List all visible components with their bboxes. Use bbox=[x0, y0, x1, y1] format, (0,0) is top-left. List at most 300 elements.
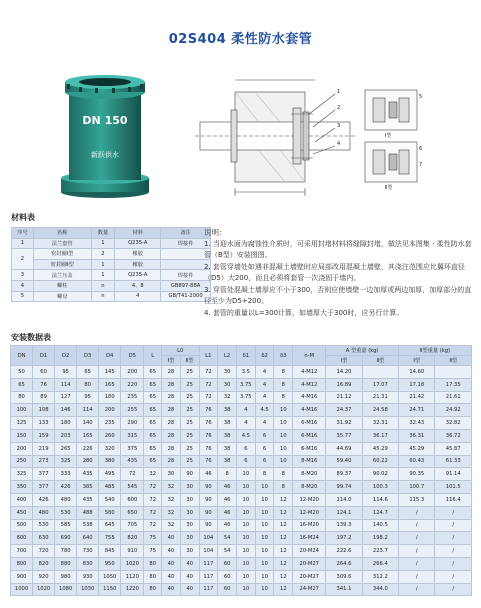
install-cell: 203 bbox=[55, 429, 77, 442]
install-cell: 65 bbox=[77, 366, 99, 379]
install-cell: 140.5 bbox=[362, 519, 398, 532]
install-cell: 6-M16 bbox=[293, 442, 326, 455]
install-cell: 65 bbox=[144, 366, 162, 379]
install-cell: 80 bbox=[77, 378, 99, 391]
install-cell: 100.3 bbox=[362, 481, 398, 494]
install-cell: 54 bbox=[218, 532, 237, 545]
notes-title: 说明： bbox=[204, 228, 227, 237]
install-cell: 10 bbox=[255, 493, 274, 506]
install-cell: 530 bbox=[55, 506, 77, 519]
install-cell: 38 bbox=[218, 404, 237, 417]
materials-cell: 3 bbox=[12, 270, 34, 281]
install-cell: 25 bbox=[180, 366, 199, 379]
install-cell: 8 bbox=[274, 468, 293, 481]
materials-cell: 2 bbox=[12, 249, 34, 270]
install-cell: 8-M16 bbox=[293, 455, 326, 468]
install-cell: 1030 bbox=[77, 583, 99, 596]
install-cell: 72 bbox=[144, 481, 162, 494]
install-cell: 8 bbox=[274, 378, 293, 391]
install-header: δ2 bbox=[255, 346, 274, 366]
install-cell: 820 bbox=[121, 532, 144, 545]
install-cell: 1120 bbox=[121, 570, 144, 583]
install-cell: 40 bbox=[180, 570, 199, 583]
install-cell: 72 bbox=[199, 366, 218, 379]
install-cell: 60 bbox=[218, 557, 237, 570]
install-cell: 80 bbox=[144, 570, 162, 583]
install-cell: 320 bbox=[99, 442, 121, 455]
install-subheader: Ⅱ型 bbox=[180, 356, 199, 366]
install-data-table bbox=[10, 345, 472, 596]
install-cell: 377 bbox=[33, 468, 55, 481]
install-cell: / bbox=[399, 583, 435, 596]
product-photo bbox=[55, 70, 155, 200]
install-cell: 115.3 bbox=[399, 493, 435, 506]
install-cell: 145 bbox=[99, 366, 121, 379]
install-cell: 273 bbox=[33, 455, 55, 468]
install-cell: 25 bbox=[180, 391, 199, 404]
install-cell: 60.43 bbox=[399, 455, 435, 468]
install-row bbox=[11, 481, 472, 494]
install-cell: 76 bbox=[199, 455, 218, 468]
drawing-label-5: 5 bbox=[419, 94, 423, 100]
install-row bbox=[11, 455, 472, 468]
install-cell: 325 bbox=[55, 455, 77, 468]
install-cell: 920 bbox=[33, 570, 55, 583]
install-cell: 1000 bbox=[11, 583, 33, 596]
install-cell: 1220 bbox=[121, 583, 144, 596]
install-header: D1 bbox=[33, 346, 55, 366]
install-cell: 28 bbox=[162, 455, 181, 468]
install-cell: 480 bbox=[55, 493, 77, 506]
install-cell: 114.6 bbox=[362, 493, 398, 506]
materials-cell: 螺柱 bbox=[33, 280, 91, 291]
install-cell: 10 bbox=[236, 481, 255, 494]
install-header: n-M bbox=[293, 346, 326, 366]
drawing-label-6: 6 bbox=[419, 146, 423, 152]
install-cell: 426 bbox=[33, 493, 55, 506]
materials-header: 序号 bbox=[12, 228, 34, 239]
install-cell: 14.60 bbox=[399, 366, 435, 379]
install-cell bbox=[362, 366, 398, 379]
install-cell: 65 bbox=[144, 429, 162, 442]
drawing-label-2: 2 bbox=[337, 105, 341, 111]
install-cell: 6 bbox=[255, 455, 274, 468]
install-cell: 28 bbox=[162, 417, 181, 430]
install-cell: 95 bbox=[55, 366, 77, 379]
install-cell: 104 bbox=[199, 532, 218, 545]
install-cell: 76 bbox=[199, 404, 218, 417]
install-cell: 645 bbox=[99, 519, 121, 532]
install-cell: 65 bbox=[144, 442, 162, 455]
install-cell: 75 bbox=[144, 545, 162, 558]
install-cell: 10 bbox=[236, 545, 255, 558]
install-header: Ⅱ型重量 (kg) bbox=[399, 346, 472, 356]
install-section-title: 安装数据表 bbox=[11, 333, 51, 342]
install-cell: 8 bbox=[255, 468, 274, 481]
install-cell: 125 bbox=[11, 417, 33, 430]
install-cell: 385 bbox=[77, 481, 99, 494]
drawing-label-1: 1 bbox=[337, 89, 341, 95]
install-cell: 20-M24 bbox=[293, 545, 326, 558]
install-cell: 114 bbox=[55, 378, 77, 391]
materials-header: 材料 bbox=[115, 228, 161, 239]
install-cell: 75 bbox=[144, 532, 162, 545]
install-cell: 4 bbox=[255, 417, 274, 430]
materials-cell: 法兰套管 bbox=[33, 238, 91, 249]
install-cell: 72 bbox=[199, 391, 218, 404]
install-cell: 36.17 bbox=[362, 429, 398, 442]
install-cell: 72 bbox=[144, 519, 162, 532]
install-cell: 1150 bbox=[99, 583, 121, 596]
materials-cell: 4 bbox=[12, 280, 34, 291]
install-cell: 1050 bbox=[99, 570, 121, 583]
install-cell: 495 bbox=[99, 468, 121, 481]
install-header: L bbox=[144, 346, 162, 366]
install-cell: 4 bbox=[255, 391, 274, 404]
install-cell: 325 bbox=[11, 468, 33, 481]
install-cell: 30 bbox=[180, 545, 199, 558]
install-cell: 3.75 bbox=[236, 378, 255, 391]
install-cell: 8 bbox=[218, 468, 237, 481]
install-cell: / bbox=[399, 506, 435, 519]
install-cell: 10 bbox=[236, 570, 255, 583]
install-cell: 500 bbox=[11, 519, 33, 532]
install-cell: 705 bbox=[121, 519, 144, 532]
install-cell: 4 bbox=[255, 378, 274, 391]
install-cell: 700 bbox=[11, 545, 33, 558]
install-cell: 980 bbox=[55, 570, 77, 583]
install-cell: 10 bbox=[274, 417, 293, 430]
install-cell: 20-M27 bbox=[293, 557, 326, 570]
drawing-label-7: 7 bbox=[419, 162, 423, 168]
install-cell: / bbox=[435, 570, 472, 583]
install-cell: 820 bbox=[33, 557, 55, 570]
install-cell: 32 bbox=[162, 506, 181, 519]
install-header: L0 bbox=[162, 346, 199, 356]
install-cell: 10 bbox=[236, 532, 255, 545]
install-cell: 930 bbox=[77, 570, 99, 583]
install-cell: 12 bbox=[274, 532, 293, 545]
install-cell: 880 bbox=[55, 557, 77, 570]
install-cell: 255 bbox=[121, 404, 144, 417]
install-cell: 124.1 bbox=[326, 506, 362, 519]
install-cell: / bbox=[399, 532, 435, 545]
install-cell: 630 bbox=[33, 532, 55, 545]
install-cell: 114 bbox=[77, 404, 99, 417]
drawing-label-type1: Ⅰ型 bbox=[385, 133, 392, 139]
install-cell: 90.35 bbox=[399, 468, 435, 481]
install-cell: 24.71 bbox=[399, 404, 435, 417]
install-cell: 104 bbox=[199, 545, 218, 558]
materials-cell: 密封圈Ⅱ型 bbox=[33, 259, 91, 270]
install-cell: 538 bbox=[77, 519, 99, 532]
install-cell: 95 bbox=[77, 391, 99, 404]
install-cell: 260 bbox=[99, 429, 121, 442]
install-row bbox=[11, 570, 472, 583]
install-header: D5 bbox=[121, 346, 144, 366]
install-cell: 54 bbox=[218, 545, 237, 558]
install-cell: 90 bbox=[199, 493, 218, 506]
install-cell: 950 bbox=[99, 557, 121, 570]
install-cell: 108 bbox=[33, 404, 55, 417]
install-cell: 350 bbox=[11, 481, 33, 494]
materials-cell: Q235-A bbox=[115, 270, 161, 281]
install-cell: 219 bbox=[33, 442, 55, 455]
install-cell: 45.29 bbox=[362, 442, 398, 455]
install-cell: 720 bbox=[33, 545, 55, 558]
install-row bbox=[11, 506, 472, 519]
install-cell: 10 bbox=[255, 557, 274, 570]
install-cell: 114.0 bbox=[326, 493, 362, 506]
install-subheader: Ⅰ型 bbox=[399, 356, 435, 366]
install-cell: 25 bbox=[180, 442, 199, 455]
install-cell: 250 bbox=[11, 455, 33, 468]
install-cell: 12 bbox=[274, 506, 293, 519]
install-cell: 435 bbox=[77, 468, 99, 481]
install-cell: / bbox=[399, 545, 435, 558]
install-cell: 146 bbox=[55, 404, 77, 417]
materials-cell: Q235-A bbox=[115, 238, 161, 249]
install-cell: 280 bbox=[77, 455, 99, 468]
install-cell: 10 bbox=[236, 468, 255, 481]
install-cell: 38 bbox=[218, 455, 237, 468]
materials-row bbox=[12, 238, 211, 249]
install-cell: 76 bbox=[199, 417, 218, 430]
install-cell: 90 bbox=[199, 481, 218, 494]
install-cell: 116.4 bbox=[435, 493, 472, 506]
install-cell: 6 bbox=[255, 429, 274, 442]
install-cell: 200 bbox=[99, 404, 121, 417]
install-cell: 800 bbox=[11, 557, 33, 570]
install-cell: 480 bbox=[33, 506, 55, 519]
install-cell: 72 bbox=[199, 378, 218, 391]
install-header: DN bbox=[11, 346, 33, 366]
materials-section-title: 材料表 bbox=[11, 213, 35, 222]
drawing-label-3: 3 bbox=[337, 123, 341, 129]
install-cell: 4.5 bbox=[236, 429, 255, 442]
photo-label-brand: 新跃供水 bbox=[91, 151, 119, 159]
install-cell: 21.12 bbox=[326, 391, 362, 404]
materials-cell: 橡胶 bbox=[115, 249, 161, 260]
install-cell: 690 bbox=[55, 532, 77, 545]
install-header: A 型重量 (kg) bbox=[326, 346, 399, 356]
install-cell: 24.37 bbox=[326, 404, 362, 417]
install-cell: 100.7 bbox=[399, 481, 435, 494]
materials-header: 数量 bbox=[91, 228, 115, 239]
materials-cell: 橡胶 bbox=[115, 259, 161, 270]
install-cell: 40 bbox=[162, 570, 181, 583]
install-cell: 540 bbox=[99, 493, 121, 506]
install-row bbox=[11, 583, 472, 596]
install-cell: 99.74 bbox=[326, 481, 362, 494]
install-cell: 4-M16 bbox=[293, 391, 326, 404]
install-cell: 12 bbox=[274, 493, 293, 506]
install-cell: 6 bbox=[255, 442, 274, 455]
install-cell: 10 bbox=[236, 557, 255, 570]
materials-cell: 螺母 bbox=[33, 291, 91, 302]
install-cell: 72 bbox=[144, 493, 162, 506]
install-cell: 40 bbox=[162, 557, 181, 570]
install-cell: 10 bbox=[255, 532, 274, 545]
install-cell: / bbox=[435, 583, 472, 596]
install-header: δ3 bbox=[274, 346, 293, 366]
install-cell: 32.43 bbox=[399, 417, 435, 430]
install-cell: 6 bbox=[236, 455, 255, 468]
materials-row bbox=[12, 270, 211, 281]
install-cell: 140 bbox=[77, 417, 99, 430]
install-cell: 117 bbox=[199, 583, 218, 596]
install-cell: 585 bbox=[55, 519, 77, 532]
install-cell: 25 bbox=[180, 378, 199, 391]
install-cell: 10 bbox=[255, 519, 274, 532]
install-cell: 101.5 bbox=[435, 481, 472, 494]
install-cell: 32 bbox=[144, 468, 162, 481]
install-cell: 32.31 bbox=[362, 417, 398, 430]
install-cell: 780 bbox=[55, 545, 77, 558]
install-cell: 124.7 bbox=[362, 506, 398, 519]
materials-cell: 1 bbox=[12, 238, 34, 249]
install-cell: 309.6 bbox=[326, 570, 362, 583]
install-cell: 20-M27 bbox=[293, 570, 326, 583]
install-row bbox=[11, 442, 472, 455]
install-cell: 165 bbox=[77, 429, 99, 442]
install-cell: 32.82 bbox=[435, 417, 472, 430]
install-cell: 10 bbox=[255, 583, 274, 596]
install-cell: 380 bbox=[99, 455, 121, 468]
install-subheader: Ⅱ型 bbox=[362, 356, 398, 366]
install-cell: 12 bbox=[274, 570, 293, 583]
install-cell: 30 bbox=[218, 378, 237, 391]
install-cell: 315 bbox=[121, 429, 144, 442]
install-cell: 90 bbox=[199, 519, 218, 532]
install-cell: 12-M20 bbox=[293, 506, 326, 519]
install-cell: 32 bbox=[162, 519, 181, 532]
install-cell: 12 bbox=[274, 557, 293, 570]
install-cell: / bbox=[399, 557, 435, 570]
install-cell: 28 bbox=[162, 429, 181, 442]
install-cell: 36.31 bbox=[399, 429, 435, 442]
install-cell: 226 bbox=[77, 442, 99, 455]
install-cell: / bbox=[399, 570, 435, 583]
install-cell: 4-M12 bbox=[293, 378, 326, 391]
install-row bbox=[11, 493, 472, 506]
technical-drawing bbox=[195, 72, 435, 202]
install-cell: / bbox=[435, 532, 472, 545]
install-subheader: Ⅱ型 bbox=[435, 356, 472, 366]
install-cell: 341.1 bbox=[326, 583, 362, 596]
install-row bbox=[11, 391, 472, 404]
install-cell: 344.0 bbox=[362, 583, 398, 596]
install-cell: 45.29 bbox=[399, 442, 435, 455]
install-cell: 435 bbox=[77, 493, 99, 506]
install-cell: 580 bbox=[99, 506, 121, 519]
materials-header: 名称 bbox=[33, 228, 91, 239]
install-cell: 450 bbox=[11, 506, 33, 519]
install-cell: 32 bbox=[162, 493, 181, 506]
materials-cell: 5 bbox=[12, 291, 34, 302]
install-cell: 1080 bbox=[55, 583, 77, 596]
install-cell: 38 bbox=[218, 442, 237, 455]
install-cell: 89.37 bbox=[326, 468, 362, 481]
install-cell: 32 bbox=[218, 391, 237, 404]
install-cell: 6-M16 bbox=[293, 417, 326, 430]
install-cell: 40 bbox=[162, 583, 181, 596]
materials-cell: 1 bbox=[91, 270, 115, 281]
install-cell: 61.33 bbox=[435, 455, 472, 468]
install-cell: 133 bbox=[33, 417, 55, 430]
install-cell: 426 bbox=[55, 481, 77, 494]
install-cell: 30 bbox=[180, 493, 199, 506]
install-cell: 845 bbox=[99, 545, 121, 558]
install-cell: 72 bbox=[144, 506, 162, 519]
install-cell: 17.18 bbox=[399, 378, 435, 391]
install-header: D3 bbox=[77, 346, 99, 366]
install-cell: 127 bbox=[55, 391, 77, 404]
install-cell: 12 bbox=[274, 583, 293, 596]
install-cell: 60 bbox=[218, 583, 237, 596]
install-cell: 4 bbox=[236, 417, 255, 430]
install-cell: 264.6 bbox=[326, 557, 362, 570]
install-header: L1 bbox=[199, 346, 218, 366]
install-cell: 28 bbox=[162, 378, 181, 391]
install-cell: 900 bbox=[11, 570, 33, 583]
install-cell: 10 bbox=[274, 455, 293, 468]
install-cell: 60 bbox=[218, 570, 237, 583]
install-cell: 45.87 bbox=[435, 442, 472, 455]
install-cell: 28 bbox=[162, 366, 181, 379]
materials-cell: 4 bbox=[115, 291, 161, 302]
materials-cell: 密封圈Ⅰ型 bbox=[33, 249, 91, 260]
install-cell: 24.92 bbox=[435, 404, 472, 417]
drawing-label-type2: Ⅱ型 bbox=[385, 185, 393, 191]
materials-cell: 4、8 bbox=[115, 280, 161, 291]
note-item: 3. 穿管处混凝土墙厚应不小于300，否则应使墙壁一边加厚或两边加厚，加厚部分的直径至少为D5+200。 bbox=[204, 285, 472, 305]
install-cell: 220 bbox=[121, 378, 144, 391]
install-cell: 76 bbox=[33, 378, 55, 391]
materials-cell: n bbox=[91, 291, 115, 302]
materials-row bbox=[12, 259, 211, 270]
install-cell: 72 bbox=[121, 468, 144, 481]
materials-cell: 2 bbox=[91, 249, 115, 260]
install-cell: 36.72 bbox=[435, 429, 472, 442]
materials-cell: n bbox=[91, 280, 115, 291]
install-header: L2 bbox=[218, 346, 237, 366]
install-cell: 223.7 bbox=[362, 545, 398, 558]
install-cell: 4 bbox=[255, 366, 274, 379]
install-cell: 91.14 bbox=[435, 468, 472, 481]
install-cell: 910 bbox=[121, 545, 144, 558]
install-cell: 100 bbox=[11, 404, 33, 417]
install-row bbox=[11, 532, 472, 545]
install-cell: 28 bbox=[162, 442, 181, 455]
install-cell: 16-M24 bbox=[293, 532, 326, 545]
install-cell: 65 bbox=[144, 455, 162, 468]
install-cell: 3.75 bbox=[236, 391, 255, 404]
install-cell: / bbox=[435, 557, 472, 570]
install-cell: 30 bbox=[218, 366, 237, 379]
install-cell: 200 bbox=[121, 366, 144, 379]
install-cell: 59.40 bbox=[326, 455, 362, 468]
install-cell: 6-M16 bbox=[293, 429, 326, 442]
materials-row bbox=[12, 291, 211, 302]
install-cell: 65 bbox=[144, 378, 162, 391]
install-cell: 375 bbox=[121, 442, 144, 455]
install-cell: 600 bbox=[11, 532, 33, 545]
install-cell: 50 bbox=[11, 366, 33, 379]
install-row bbox=[11, 404, 472, 417]
install-cell: 290 bbox=[121, 417, 144, 430]
install-cell: 266.4 bbox=[362, 557, 398, 570]
